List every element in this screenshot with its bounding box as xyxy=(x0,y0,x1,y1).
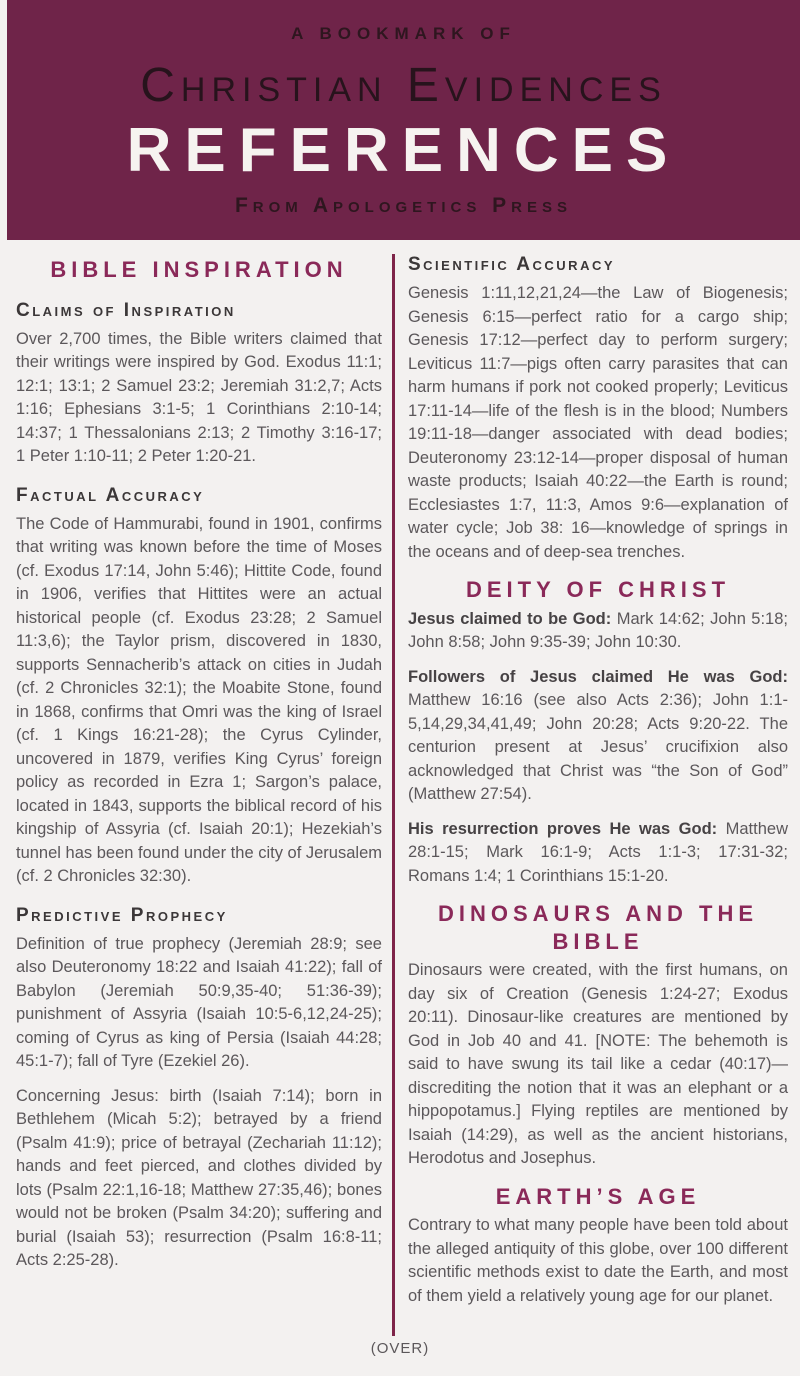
paragraph-deity-1 xyxy=(408,608,788,655)
bold-lead-resurrection-proves: His resurrection proves He was God: xyxy=(408,819,718,838)
heading-bible-inspiration: BIBLE INSPIRATION xyxy=(50,257,348,282)
heading-dinosaurs-and-the-bible: DINOSAURS AND THE BIBLE xyxy=(437,901,759,954)
masthead-references-title: REFERENCES xyxy=(126,116,681,185)
paragraph-earths-age: Contrary to what many people have been told about the alleged antiquity of this globe, over 100 different scientific methods exist to date the Earth, and most of them yield a relatively young age for our planet. xyxy=(408,1216,788,1305)
right-column xyxy=(395,248,790,1338)
paragraph-factual-accuracy: The Code of Hammurabi, found in 1901, confirms that writing was known before the time of Moses (cf. Exodus 17:14, John 5:46); Hittite Code, found in 1906, verifies that Hittites were an actual historical people (cf. Exodus 23:28; 2 Samuel 11:3,6); the Taylor prism, discovered in 1830, supports Sennacherib’s attack on cities in Judah (cf. 2 Chronicles 32:1); the Moabite Stone, found in 1868, confirms that Omri was the king of Israel (cf. 1 Kings 16:21-28); the Cyrus Cylinder, uncovered in 1879, verifies King Cyrus’ foreign policy as recorded in Ezra 1; Sargon’s palace, located in 1843, supports the biblical record of his kingship of Assyria (cf. Isaiah 20:1); Hezekiah’s tunnel has been found under the city of Jerusalem (cf. 2 Chronicles 32:30). xyxy=(16,514,382,885)
masthead-publisher: From Apologetics Press xyxy=(234,194,573,217)
heading-earths-age: EARTH’S AGE xyxy=(495,1183,701,1209)
content-area xyxy=(0,240,800,1338)
over-note: (OVER) xyxy=(370,1340,430,1357)
paragraph-scientific-accuracy: Genesis 1:11,12,21,24—the Law of Biogenesis; Genesis 6:15—perfect ratio for a cargo ship; Genesis 17:12—perfect day to perform surgery; Leviticus 11:7—pigs often carry parasites that can harm humans if pork not cooked properly; Leviticus 17:11-14—life of the flesh is in the blood; Numbers 19:11-18—danger associated with dead bodies; Deuteronomy 23:12-14—proper disposal of human waste products; Isaiah 40:22—the Earth is round; Ecclesiastes 1:7, 11:3, Amos 9:6—explanation of water cycle; Job 38: 16—knowledge of springs in the oceans and of deep-sea trenches. xyxy=(408,284,788,561)
paragraph-deity-2 xyxy=(408,666,788,807)
heading-deity-of-christ: DEITY OF CHRIST xyxy=(465,577,731,602)
paragraph-deity-3 xyxy=(408,818,788,889)
bold-lead-followers-claimed: Followers of Jesus claimed He was God: xyxy=(408,667,788,686)
paragraph-text: Mark 14:62; John 5:18; John 8:58; John 9:35-39; John 10:30. xyxy=(408,609,788,651)
paragraph-text: Matthew 16:16 (see also Acts 2:36); John 1:1-5,14,29,34,41,49; John 20:28; Acts 9:20-22. The centurion present at Jesus’ crucifixion also acknowledged that Christ was “the Son of God” (Matthew 27:54). xyxy=(408,691,788,803)
left-column xyxy=(16,248,392,1338)
paragraph-predictive-prophecy-1: Definition of true prophecy (Jeremiah 28:9; see also Deuteronomy 18:22 and Isaiah 41:22); fall of Babylon (Jeremiah 50:9,35-40; 51:36-39); punishment of Assyria (Isaiah 10:5-6,12,24-25); coming of Cyrus as king of Persia (Isaiah 44:28; 45:1-7); fall of Tyre (Ezekiel 26). xyxy=(16,934,382,1070)
paragraph-text: Matthew 28:1-15; Mark 16:1-9; Acts 1:1-3; 17:31-32; Romans 1:4; 1 Corinthians 15:1-20. xyxy=(408,819,788,885)
subheading-factual-accuracy: Factual Accuracy xyxy=(16,484,205,506)
paragraph-claims-of-inspiration: Over 2,700 times, the Bible writers claimed that their writings were inspired by God. Exodus 11:1; 12:1; 13:1; 2 Samuel 23:2; Jeremiah 31:2,7; Acts 1:16; Ephesians 3:1-5; 1 Corinthians 2:10-14; 14:37; 1 Thessalonians 2:13; 2 Timothy 3:16-17; 1 Peter 1:10-11; 2 Peter 1:20-21. xyxy=(16,329,382,465)
masthead xyxy=(7,0,800,240)
subheading-predictive-prophecy: Predictive Prophecy xyxy=(16,904,228,926)
paragraph-dinosaurs: Dinosaurs were created, with the first humans, on day six of Creation (Genesis 1:24-27; Exodus 20:11). Dinosaur-like creatures are mentioned by God in Job 40 and 41. [NOTE: The behemoth is said to have swung its tail like a cedar (40:17)—discrediting the notion that it was an elephant or a hippopotamus.] Flying reptiles are mentioned by Isaiah (14:29), as well as the ancient historians, Herodotus and Josephus. xyxy=(408,961,788,1167)
masthead-tagline: A BOOKMARK OF xyxy=(291,24,516,43)
masthead-title: Christian Evidences xyxy=(140,59,667,112)
bold-lead-jesus-claimed: Jesus claimed to be God: xyxy=(408,609,612,628)
subheading-claims-of-inspiration: Claims of Inspiration xyxy=(16,299,236,321)
subheading-scientific-accuracy: Scientific Accuracy xyxy=(408,254,616,275)
paragraph-predictive-prophecy-2: Concerning Jesus: birth (Isaiah 7:14); born in Bethlehem (Micah 5:2); betrayed by a friend (Psalm 41:9); price of betrayal (Zechariah 11:12); hands and feet pierced, and clothes divided by lots (Psalm 22:1,16-18; Matthew 27:35,46); bones would not be broken (Psalm 34:20); suffering and burial (Isaiah 53); resurrection (Psalm 16:8-11; Acts 2:25-28). xyxy=(16,1086,382,1269)
